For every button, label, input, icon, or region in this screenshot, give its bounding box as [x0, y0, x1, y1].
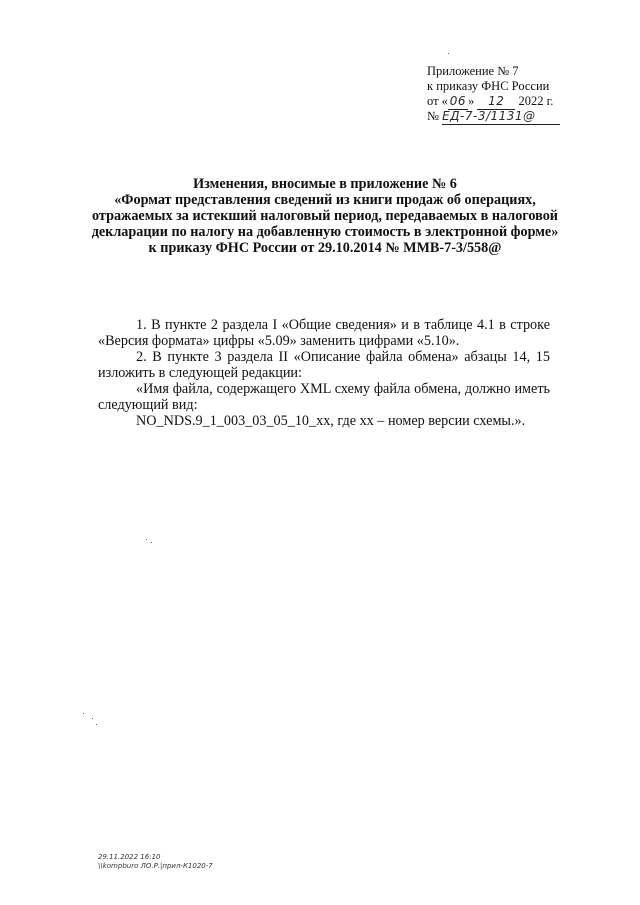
attachment-order-ref: к приказу ФНС России: [427, 79, 550, 93]
paragraph-2-line-1: 2. В пункте 3 раздела II «Описание файла обмена» абзацы 14, 15: [136, 349, 550, 365]
title-line-2: «Формат представления сведений из книги продаж об операциях,: [114, 192, 536, 208]
document-title: [90, 176, 560, 256]
paragraph-1-line-1: 1. В пункте 2 раздела I «Общие сведения» и в таблице 4.1 в строке: [136, 317, 550, 333]
date-mid: »: [467, 94, 475, 108]
paragraph-3-line-2: следующий вид:: [98, 397, 198, 413]
number-handwritten: ЕД-7-3/1131@: [442, 109, 560, 125]
date-day-handwritten: 06: [449, 94, 467, 108]
attachment-number: [427, 109, 597, 124]
date-prefix: от «: [427, 94, 448, 108]
attachment-title: Приложение № 7: [427, 64, 519, 78]
paragraph-2-line-2: изложить в следующей редакции:: [98, 365, 302, 381]
paragraph-4-line-1: NO_NDS.9_1_003_03_05_10_xx, где xx – номер версии схемы.».: [136, 413, 526, 429]
footer-path: \\kompburo ЛО.Р.|прил-К1020-7: [98, 862, 213, 870]
scan-speck: [151, 542, 152, 543]
number-prefix: №: [427, 109, 439, 123]
attachment-date: [427, 94, 597, 109]
document-footer: [98, 853, 213, 871]
scan-speck: [96, 724, 97, 725]
title-line-3: отражаемых за истекший налоговый период, передаваемых в налоговой: [92, 208, 558, 224]
date-month-handwritten: 12: [477, 94, 515, 110]
scan-speck: [448, 53, 449, 54]
paragraph-1-line-2: «Версия формата» цифры «5.09» заменить цифрами «5.10».: [98, 333, 460, 349]
scan-speck: [83, 713, 84, 714]
scan-speck: [92, 718, 93, 719]
attachment-block: [427, 64, 597, 124]
title-line-1: Изменения, вносимые в приложение № 6: [193, 176, 457, 192]
footer-timestamp: 29.11.2022 16:10: [98, 853, 161, 861]
title-line-4: декларации по налогу на добавленную стоимость в электронной форме»: [91, 224, 559, 240]
document-body: [98, 317, 550, 429]
date-year: 2022 г.: [518, 94, 554, 108]
scan-speck: [146, 539, 147, 540]
title-line-5: к приказу ФНС России от 29.10.2014 № ММВ-7-3/558@: [148, 240, 502, 256]
paragraph-3-line-1: «Имя файла, содержащего XML схему файла обмена, должно иметь: [136, 381, 550, 397]
